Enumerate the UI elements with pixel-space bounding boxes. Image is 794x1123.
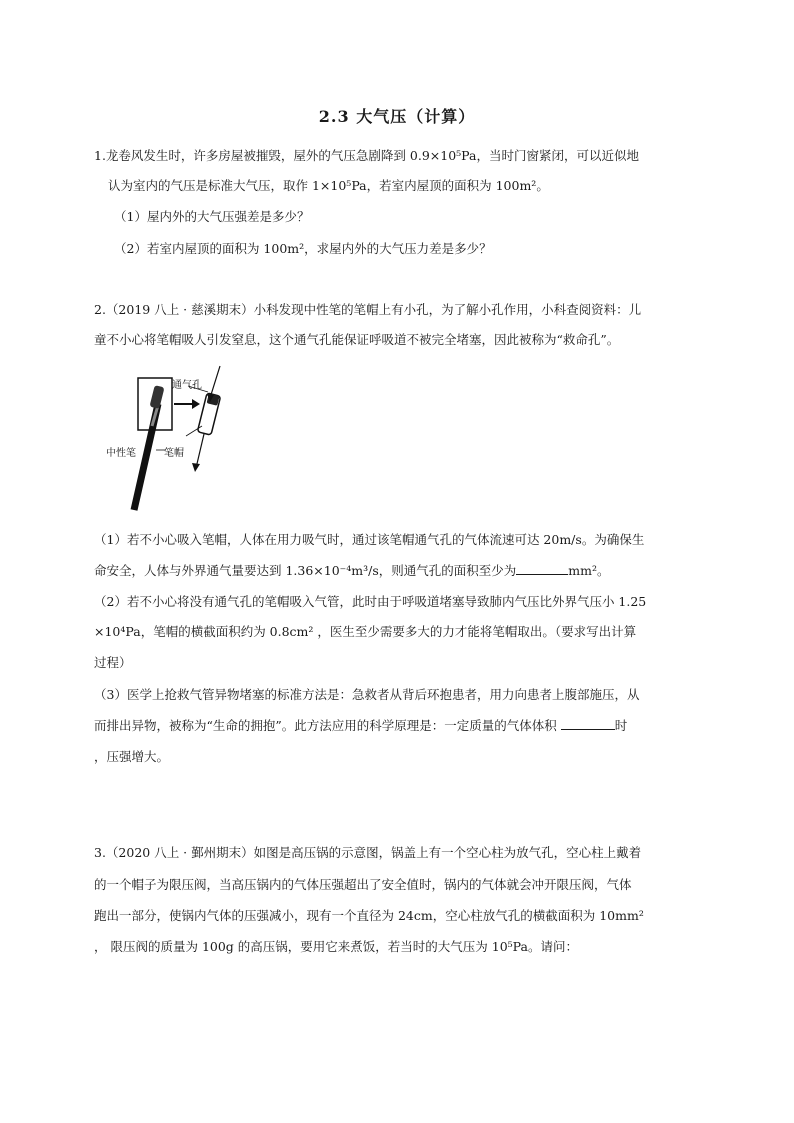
q3-line-1: 3.（2020 八上 · 鄞州期末）如图是高压锅的示意图，锅盖上有一个空心柱为放气孔，空心柱上戴着 [94, 845, 642, 860]
q2-part3-line-1: （3）医学上抢救气管异物堵塞的标准方法是：急救者从背后环抱患者，用力向患者上腹部施压，从 [94, 687, 640, 702]
q3-line-4: ， 限压阀的质量为 100g 的高压锅，要用它来煮饭，若当时的大气压为 10⁵Pa。请问： [94, 939, 578, 954]
pen-label: 中性笔 [106, 448, 136, 459]
q2-part3-text: 而排出异物，被称为“生命的拥抱”。此方法应用的科学原理是：一定质量的气体体积 [94, 718, 557, 733]
q1-subquestion-1: （1）屋内外的大气压强差是多少？ [114, 209, 310, 224]
q2-part2-line-3: 过程） [94, 655, 132, 670]
q2-part2-line-2: ×10⁴Pa，笔帽的横截面积约为 0.8cm² ，医生至少需要多大的力才能将笔帽取出。（要求写出计算 [94, 624, 637, 639]
cap-label: 笔帽 [164, 448, 184, 459]
q1-line-2: 认为室内的气压是标准大气压，取作 1×10⁵Pa，若室内屋顶的面积为 100m²。 [108, 178, 549, 193]
q2-part3-suffix: 时 [614, 718, 628, 733]
answer-blank-volume[interactable] [561, 718, 615, 730]
q2-part3-line-3: ，压强增大。 [94, 749, 170, 764]
answer-blank-area[interactable] [516, 563, 568, 575]
q2-part2-line-1: （2）若不小心将没有通气孔的笔帽吸入气管，此时由于呼吸道堵塞导致肺内气压比外界气压小 1.25 [94, 594, 647, 609]
q2-part1-line-1: （1）若不小心吸入笔帽，人体在用力吸气时，通过该笔帽通气孔的气体流速可达 20m/s。为确保生 [94, 532, 645, 547]
airflow-head-out [192, 463, 200, 472]
q2-line-1: 2.（2019 八上 · 慈溪期末）小科发现中性笔的笔帽上有小孔，为了解小孔作用，小科查阅资料：儿 [94, 302, 642, 317]
q3-line-2: 的一个帽子为限压阀，当高压锅内的气体压强超出了安全值时，锅内的气体就会冲开限压阀，气体 [94, 877, 632, 892]
q1-line-1: 1.龙卷风发生时，许多房屋被摧毁，屋外的气压急剧降到 0.9×10⁵Pa，当时门窗紧闭，可以近似地 [94, 148, 639, 163]
pen-tip [149, 385, 164, 409]
vent-hole-label: 通气孔 [172, 380, 202, 391]
q2-part1-line-2 [94, 561, 610, 579]
q2-line-2: 童不小心将笔帽吸人引发窒息，这个通气孔能保证呼吸道不被完全堵塞，因此被称为“救命孔”。 [94, 332, 620, 347]
q1-subquestion-2: （2）若室内屋顶的面积为 100m²，求屋内外的大气压力差是多少？ [114, 241, 492, 256]
q2-part3-line-2 [94, 716, 627, 734]
q3-line-3: 跑出一部分，使锅内气体的压强减小，现有一个直径为 24cm，空心柱放气孔的横截面积为 10mm² [94, 908, 644, 923]
pointer-arrow-head [192, 399, 200, 409]
airflow-line-out [196, 434, 204, 468]
page-title: 2.3 大气压（计算） [318, 107, 476, 126]
pen-cap-figure [106, 364, 244, 512]
airflow-line-in [210, 366, 220, 398]
q2-part1-unit: mm²。 [568, 563, 610, 578]
q2-part1-text: 命安全，人体与外界通气量要达到 1.36×10⁻⁴m³/s，则通气孔的面积至少为 [94, 563, 517, 578]
